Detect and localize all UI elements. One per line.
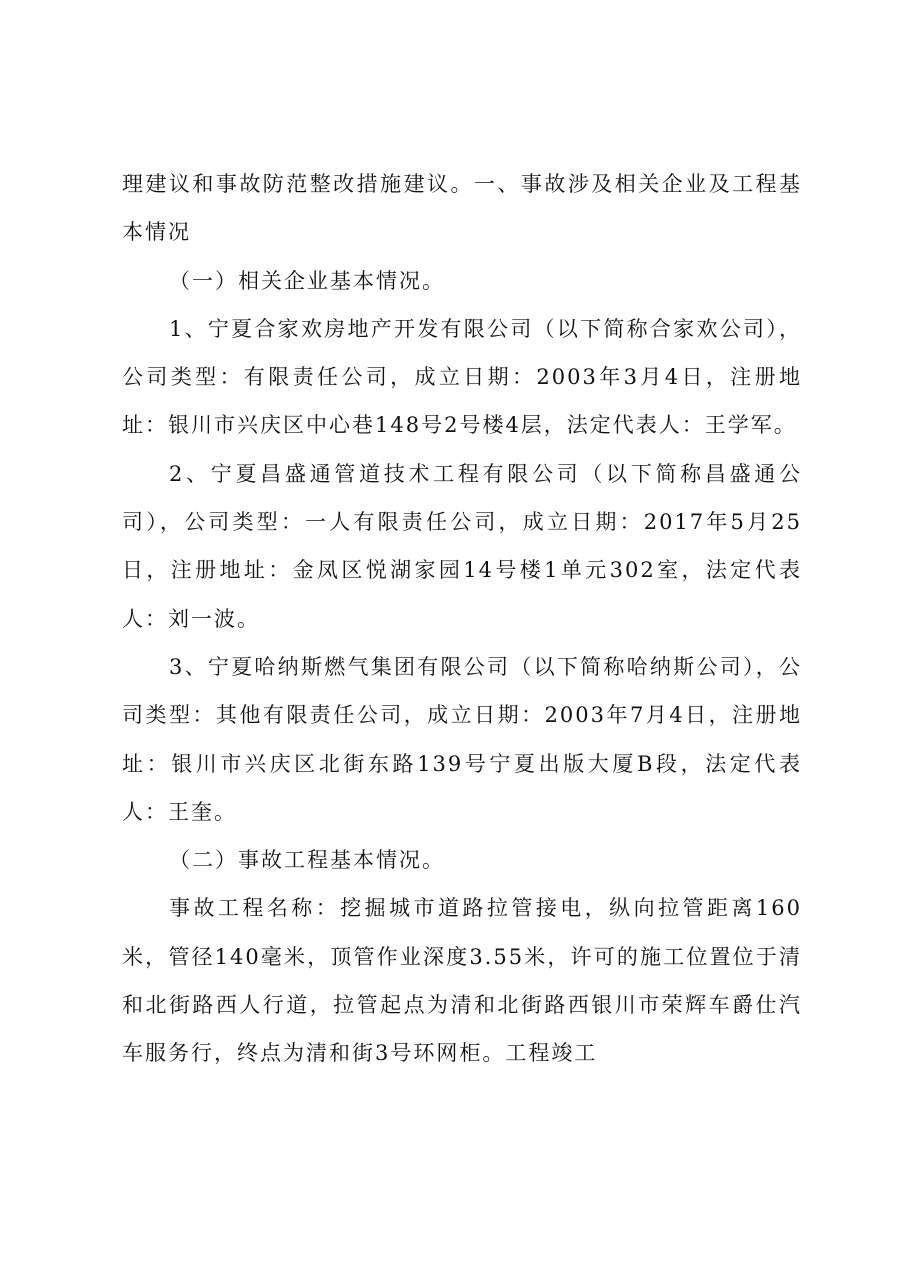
paragraph-intro-continuation: 理建议和事故防范整改措施建议。一、事故涉及相关企业及工程基本情况 bbox=[122, 172, 802, 245]
paragraph-company-3: 3、宁夏哈纳斯燃气集团有限公司（以下简称哈纳斯公司），公司类型：其他有限责任公司，成立日期：2003年7月4日，注册地址：银川市兴庆区北街东路139号宁夏出版大厦B段，法定代表人：王奎。 bbox=[122, 654, 802, 824]
section-heading-project: （二）事故工程基本情况。 bbox=[169, 848, 445, 873]
paragraph-company-1: 1、宁夏合家欢房地产开发有限公司（以下简称合家欢公司），公司类型：有限责任公司，成立日期：2003年3月4日，注册地址：银川市兴庆区中心巷148号2号楼4层，法定代表人：王学军。 bbox=[122, 316, 802, 438]
paragraph-project-details: 事故工程名称：挖掘城市道路拉管接电，纵向拉管距离160米，管径140毫米，顶管作业深度3.55米，许可的施工位置位于清和北街路西人行道，拉管起点为清和北街路西银川市荣辉车爵仕汽车服务行，终点为清和街3号环网柜。工程竣工 bbox=[122, 896, 802, 1066]
paragraph-company-2: 2、宁夏昌盛通管道技术工程有限公司（以下简称昌盛通公司），公司类型：一人有限责任公司，成立日期：2017年5月25日，注册地址：金凤区悦湖家园14号楼1单元302室，法定代表人：刘一波。 bbox=[122, 461, 802, 631]
section-heading-related-companies: （一）相关企业基本情况。 bbox=[169, 268, 445, 293]
document-body bbox=[122, 160, 802, 1078]
